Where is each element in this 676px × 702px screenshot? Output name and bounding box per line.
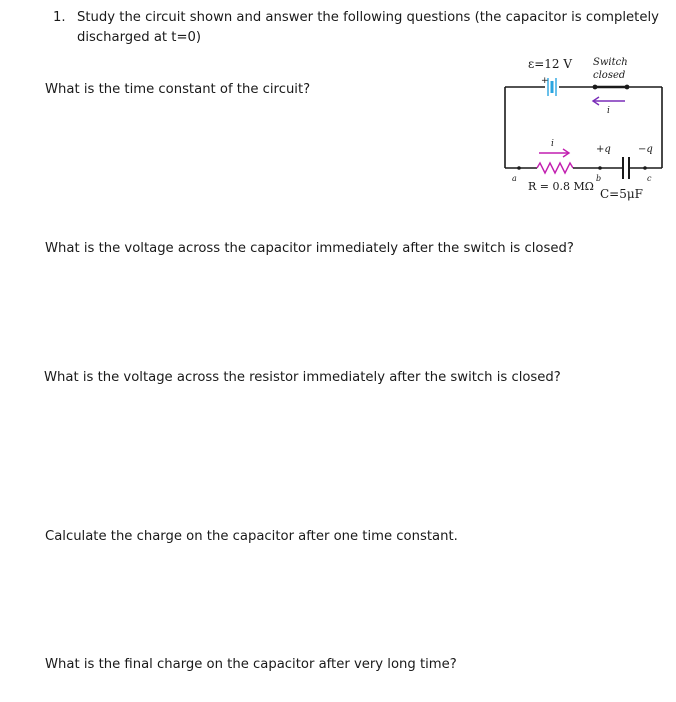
node-c-dot — [643, 166, 647, 170]
problem-number: 1. — [53, 10, 66, 25]
question-charge-one-time-constant: Calculate the charge on the capacitor after one time constant. — [45, 529, 458, 544]
node-a-label: a — [512, 174, 517, 183]
question-time-constant: What is the time constant of the circuit? — [45, 82, 311, 97]
charge-plus-label: +q — [596, 144, 611, 155]
node-a-dot — [517, 166, 521, 170]
switch-label-line2: closed — [593, 70, 626, 81]
current-arrow-top-icon — [593, 97, 625, 105]
problem-intro: Study the circuit shown and answer the following questions (the capacitor is completely discharged at t=0) — [77, 10, 659, 45]
question-resistor-voltage-initial: What is the voltage across the resistor immediately after the switch is closed? — [44, 370, 561, 385]
rc-circuit-diagram — [495, 50, 675, 210]
emf-label: ε=12 V — [528, 57, 573, 71]
capacitor-symbol — [623, 157, 629, 179]
current-label-resistor: i — [551, 139, 554, 149]
node-b-dot — [598, 166, 602, 170]
switch-label-line1: Switch — [593, 57, 628, 68]
current-arrow-resistor-icon — [539, 149, 569, 157]
resistor-label: R = 0.8 MΩ — [528, 180, 594, 193]
battery-plus-sign: + — [541, 76, 549, 86]
battery-symbol — [548, 78, 556, 96]
question-capacitor-voltage-initial: What is the voltage across the capacitor immediately after the switch is closed? — [45, 241, 574, 256]
charge-minus-label: −q — [638, 144, 653, 155]
current-label-top: i — [607, 106, 610, 116]
capacitor-label: C=5μF — [600, 187, 643, 201]
node-c-label: c — [647, 174, 652, 183]
resistor-symbol — [537, 163, 573, 173]
question-final-charge: What is the final charge on the capacitor after very long time? — [45, 657, 457, 672]
node-b-label: b — [596, 174, 602, 183]
switch-symbol[interactable] — [593, 85, 630, 90]
